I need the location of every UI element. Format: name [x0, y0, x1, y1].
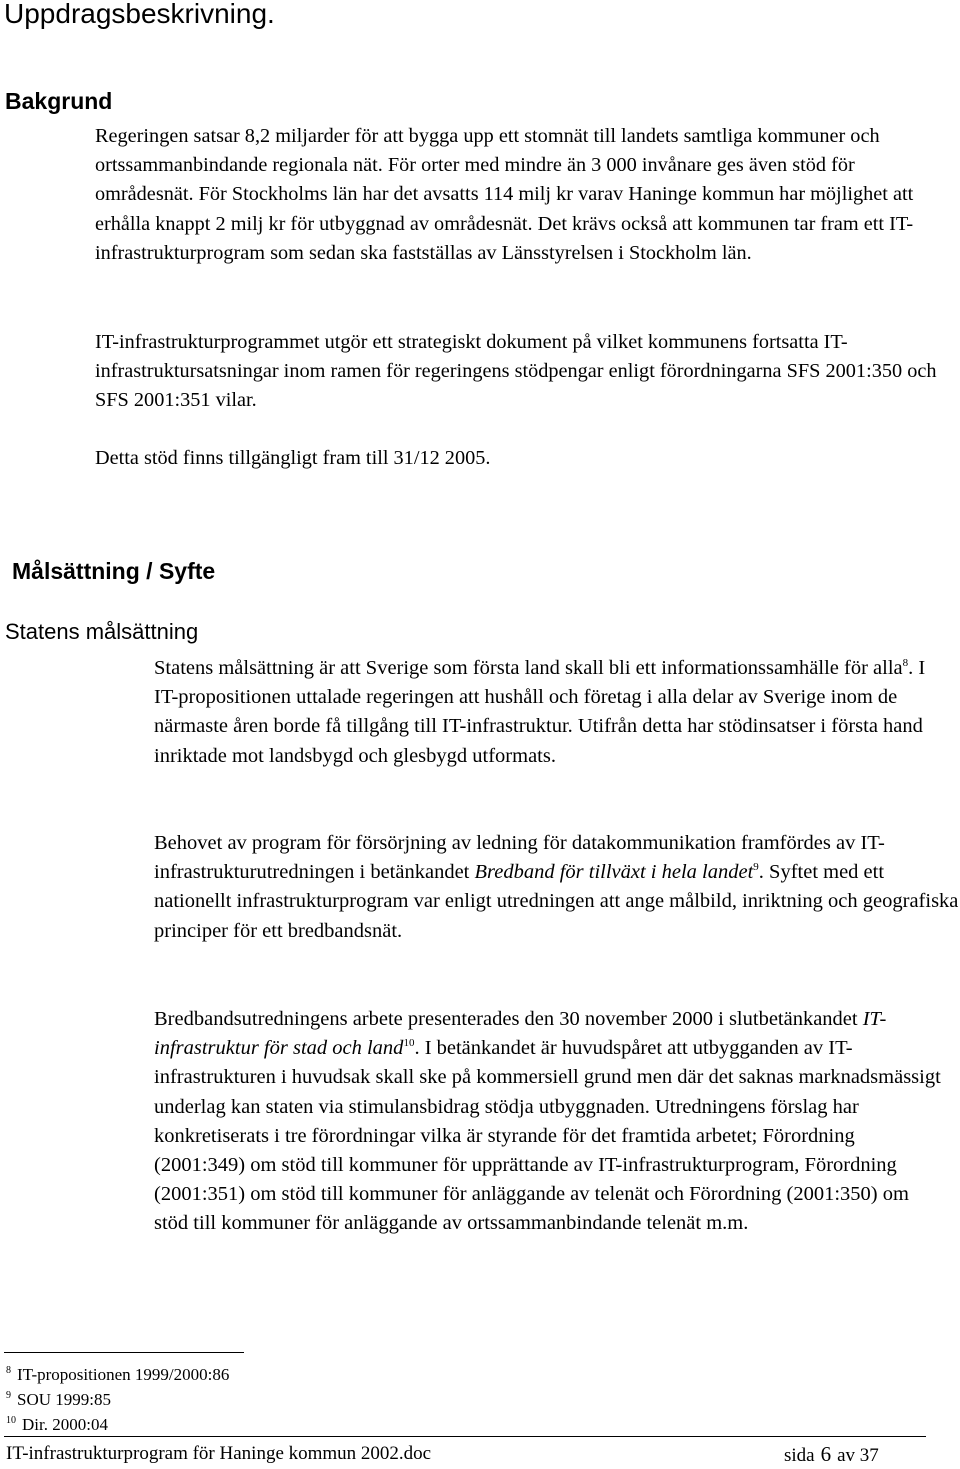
- paragraph-statens-malsattning: [154, 654, 934, 771]
- paragraph-bredbandsutredningen: [154, 1005, 944, 1239]
- paragraph-behovet: [154, 829, 960, 946]
- footnote-text: Dir. 2000:04: [22, 1415, 108, 1434]
- paragraph-text: . I betänkandet är huvudspåret att utbygganden av IT-infrastrukturen i huvudsak skall ske på kommersiell grund men där det saknas marknadsmässigt underlag kan staten via stimulansbidrag stödja utbyggnaden. Utredningens förslag har konkretiserats i tre förordningar vilka är styrande för det framtida arbetet; Förordning (2001:349) om stöd till kommuner för upprättande av IT-infrastrukturprogram, Förordning (2001:351) om stöd till kommuner för anläggande av telenät och Förordning (2001:350) om stöd till kommuner för anläggande av ortssammanbindande telenät m.m.: [154, 1037, 941, 1235]
- page-number: 6: [820, 1442, 832, 1466]
- footnote-list: [6, 1362, 229, 1437]
- report-title: IT-infrastruktur för stad och land: [154, 1008, 887, 1060]
- footer-document-name: IT-infrastrukturprogram för Haninge kommun 2002.doc: [6, 1443, 432, 1464]
- page-title: Uppdragsbeskrivning.: [4, 0, 275, 29]
- paragraph-text: Statens målsättning är att Sverige som första land skall bli ett informationssamhälle för alla: [154, 657, 903, 679]
- page-footer: [6, 1441, 906, 1467]
- paragraph-text: Behovet av program för försörjning av ledning för datakommunikation framfördes av IT-infrastrukturutredningen i betänkandet: [154, 832, 885, 884]
- section-heading-malsattning: Målsättning / Syfte: [12, 558, 216, 584]
- footer-page-indicator: [784, 1441, 879, 1469]
- footnote: [6, 1412, 229, 1437]
- report-title: Bredband för tillväxt i hela landet: [474, 861, 754, 884]
- footnote-text: SOU 1999:85: [17, 1390, 111, 1409]
- paragraph-bakgrund-2: IT-infrastrukturprogrammet utgör ett strategiskt dokument på vilket kommunens fortsatta IT-infrastruktursatsningar inom ramen för regeringens stödpengar enligt förordningarna SFS 2001:350 och SFS 2001:351 vilar.: [95, 331, 937, 412]
- footer-separator: [4, 1436, 926, 1437]
- footnote-number: 10: [6, 1415, 16, 1427]
- footnote-reference[interactable]: 9: [753, 861, 759, 874]
- footnote: [6, 1387, 229, 1412]
- footnote-number: 8: [6, 1365, 11, 1377]
- footnote-reference[interactable]: 10: [403, 1037, 415, 1050]
- paragraph-text: . I IT-propositionen uttalade regeringen att hushåll och företag i alla delar av Sverige inom de närmaste åren borde få tillgång till IT-infrastruktur. Utifrån detta har stödinsatser i första hand inriktade mot landsbygd och glesbygd utformats.: [154, 657, 926, 767]
- paragraph-bakgrund-3: Detta stöd finns tillgängligt fram till 31/12 2005.: [95, 447, 491, 469]
- page-total: 37: [859, 1445, 879, 1466]
- footnote: [6, 1362, 229, 1387]
- subheading-statens-malsattning: Statens målsättning: [5, 619, 199, 644]
- footnote-reference[interactable]: 8: [902, 657, 909, 670]
- paragraph-bakgrund-1: Regeringen satsar 8,2 miljarder för att bygga upp ett stomnät till landets samtliga kommuner och ortssammanbindande regionala nät. För orter med mindre än 3 000 invånare ges även stöd för områdesnät. För Stockholms län har det avsatts 114 milj kr varav Haninge kommun har möjlighet att erhålla knappt 2 milj kr för utbyggnad av områdesnät. Det krävs också att kommunen tar fram ett IT-infrastrukturprogram som sedan ska fastställas av Länsstyrelsen i Stockholm län.: [95, 125, 914, 264]
- page-label: sida: [784, 1445, 815, 1466]
- footnote-number: 9: [6, 1390, 11, 1402]
- paragraph-text: . Syftet med ett nationellt infrastrukturprogram var enligt utredningen att ange målbild, inriktning och geografiska principer för ett bredbandsnät.: [154, 861, 959, 942]
- section-heading-bakgrund: Bakgrund: [5, 88, 113, 114]
- page-of-label: av: [837, 1445, 856, 1466]
- footnote-separator: [4, 1352, 244, 1353]
- paragraph-text: Bredbandsutredningens arbete presenterades den 30 november 2000 i slutbetänkandet: [154, 1008, 863, 1030]
- footnote-text: IT-propositionen 1999/2000:86: [17, 1365, 230, 1384]
